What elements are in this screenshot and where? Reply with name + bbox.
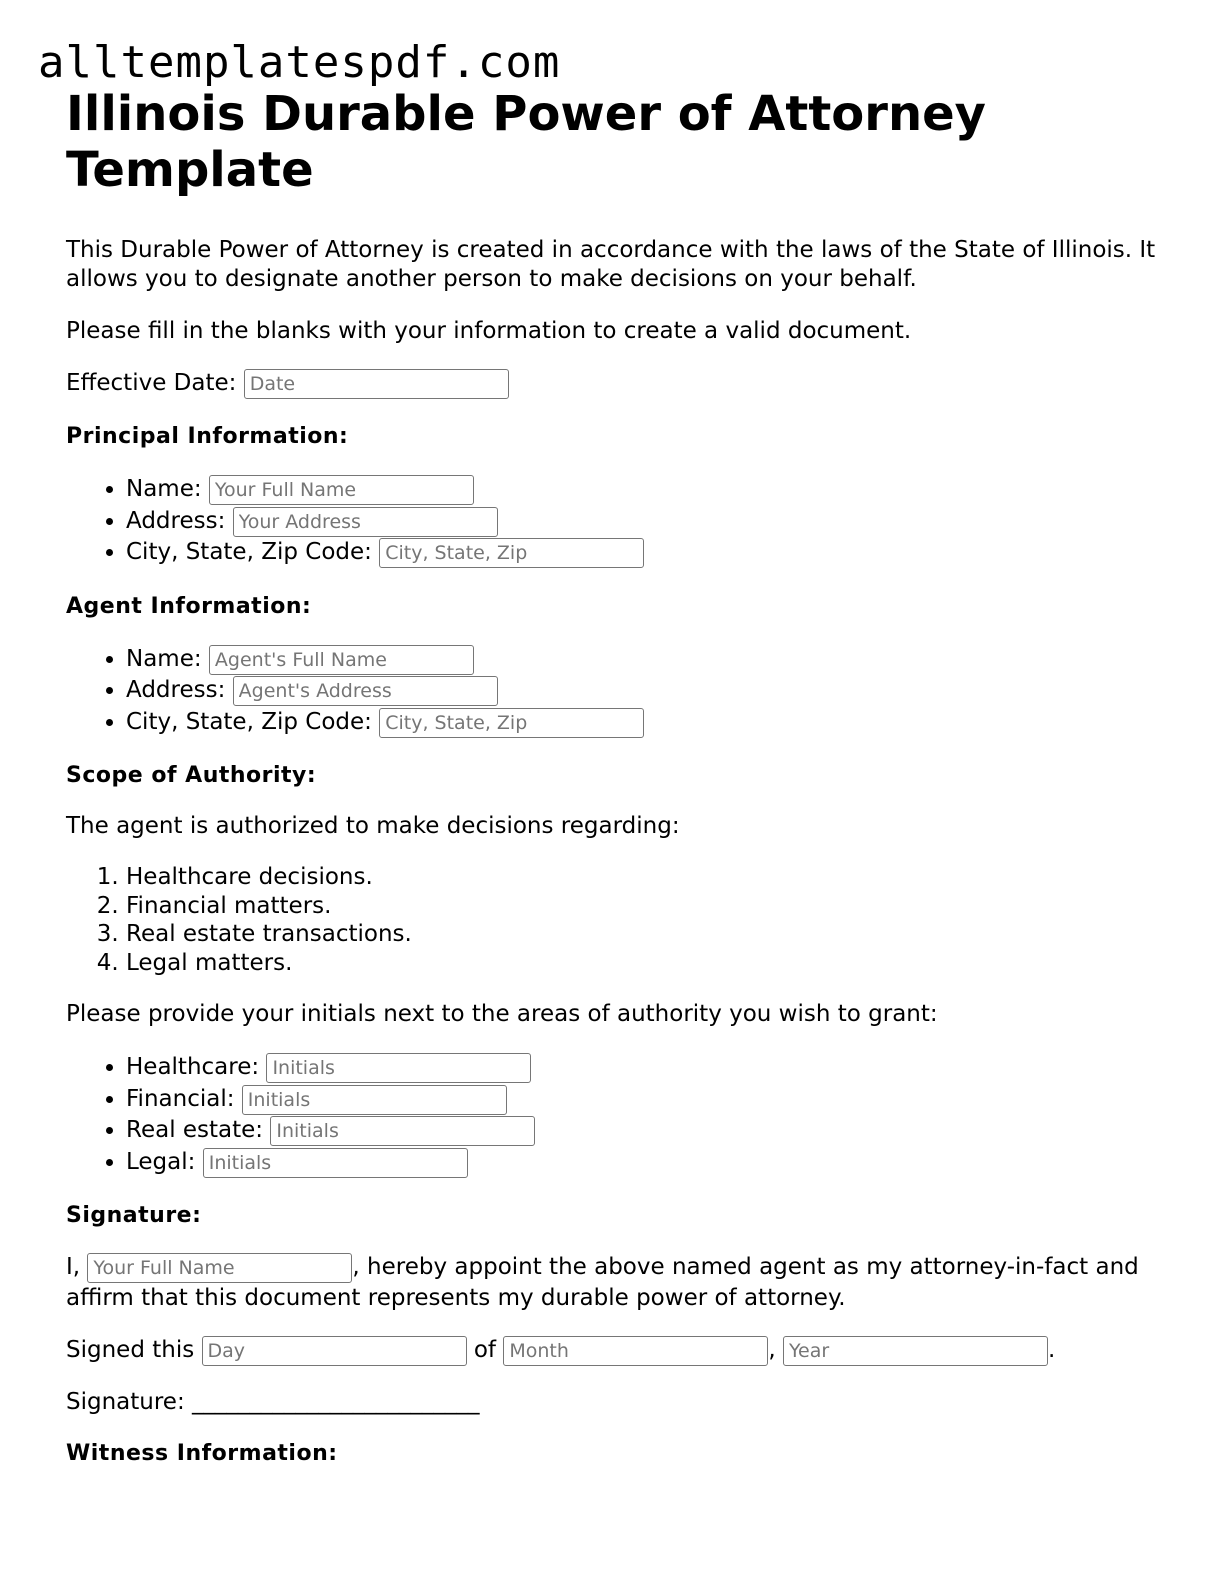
comma-separator: , (768, 1337, 776, 1363)
principal-fields (66, 474, 1156, 569)
principal-heading: Principal Information: (66, 424, 349, 449)
document-title: Illinois Durable Power of Attorney Template (66, 86, 986, 198)
agent-fields (66, 644, 1156, 739)
initials-legal-label: Legal: (126, 1148, 196, 1175)
agent-address-item (126, 675, 1156, 707)
agent-city-item (126, 707, 1156, 739)
scope-intro: The agent is authorized to make decisions regarding: (66, 813, 680, 839)
principal-address-input[interactable] (233, 507, 498, 537)
effective-date-input[interactable] (244, 369, 509, 399)
signature-heading: Signature: (66, 1203, 202, 1228)
scope-item: 3. Real estate transactions. (126, 920, 1156, 949)
initials-financial-label: Financial: (126, 1085, 235, 1112)
period-mark: . (1047, 1337, 1056, 1363)
watermark-site-name: alltemplatespdf.com (38, 37, 561, 88)
principal-name-label: Name: (126, 476, 202, 502)
signed-date-row (66, 1336, 1156, 1366)
principal-city-item (126, 537, 1156, 569)
appointment-text: , hereby appoint the above named agent as my attorney-in-fact and affirm that this document represents my durable power of attorney. (66, 1254, 1139, 1311)
initials-instruction: Please provide your initials next to the areas of authority you wish to grant: (66, 1001, 938, 1027)
principal-address-item (126, 506, 1156, 538)
initials-financial-input[interactable] (242, 1085, 507, 1115)
signature-label: Signature: (66, 1389, 185, 1415)
agent-name-input[interactable] (209, 645, 474, 675)
initials-legal-item (126, 1147, 1156, 1179)
agent-name-label: Name: (126, 645, 202, 672)
scope-item: 1. Healthcare decisions. (126, 863, 1156, 892)
agent-name-item (126, 644, 1156, 676)
appointment-prefix: I, (66, 1254, 81, 1280)
initials-healthcare-input[interactable] (266, 1053, 531, 1083)
appointment-statement (66, 1252, 1156, 1314)
signature-line-row (66, 1388, 1156, 1417)
scope-item: 2. Financial matters. (126, 892, 1156, 921)
principal-address-label: Address: (126, 507, 226, 534)
agent-address-input[interactable] (233, 676, 498, 706)
principal-name-input[interactable] (209, 475, 474, 505)
scope-item: 4. Legal matters. (126, 949, 1156, 978)
signed-month-input[interactable] (503, 1336, 768, 1366)
appointment-name-input[interactable] (87, 1253, 352, 1283)
initials-real-estate-label: Real estate: (126, 1117, 264, 1143)
principal-city-label: City, State, Zip Code: (126, 539, 372, 565)
scope-heading: Scope of Authority: (66, 763, 317, 788)
scope-list (66, 863, 1156, 977)
document-body (66, 84, 1156, 1468)
intro-paragraph: This Durable Power of Attorney is created in accordance with the laws of the State of Illinois. It allows you to designate another person to make decisions on your behalf. (66, 237, 1156, 292)
of-label: of (473, 1337, 496, 1363)
signed-this-label: Signed this (66, 1337, 195, 1363)
signed-year-input[interactable] (783, 1336, 1048, 1366)
agent-address-label: Address: (126, 677, 226, 703)
signature-line: _________________________ (192, 1389, 480, 1415)
initials-real-estate-item (126, 1115, 1156, 1147)
agent-city-label: City, State, Zip Code: (126, 708, 372, 735)
initials-healthcare-item (126, 1052, 1156, 1084)
witness-heading: Witness Information: (66, 1441, 338, 1466)
agent-heading: Agent Information: (66, 593, 312, 619)
initials-real-estate-input[interactable] (270, 1116, 535, 1146)
fill-instruction: Please fill in the blanks with your information to create a valid document. (66, 318, 912, 344)
initials-financial-item (126, 1084, 1156, 1116)
effective-date-label: Effective Date: (66, 370, 237, 396)
principal-city-input[interactable] (379, 538, 644, 568)
signed-day-input[interactable] (202, 1336, 467, 1366)
effective-date-row (66, 369, 1156, 399)
agent-city-input[interactable] (379, 708, 644, 738)
initials-legal-input[interactable] (203, 1148, 468, 1178)
initials-fields (66, 1052, 1156, 1178)
initials-healthcare-label: Healthcare: (126, 1054, 260, 1080)
principal-name-item (126, 474, 1156, 506)
